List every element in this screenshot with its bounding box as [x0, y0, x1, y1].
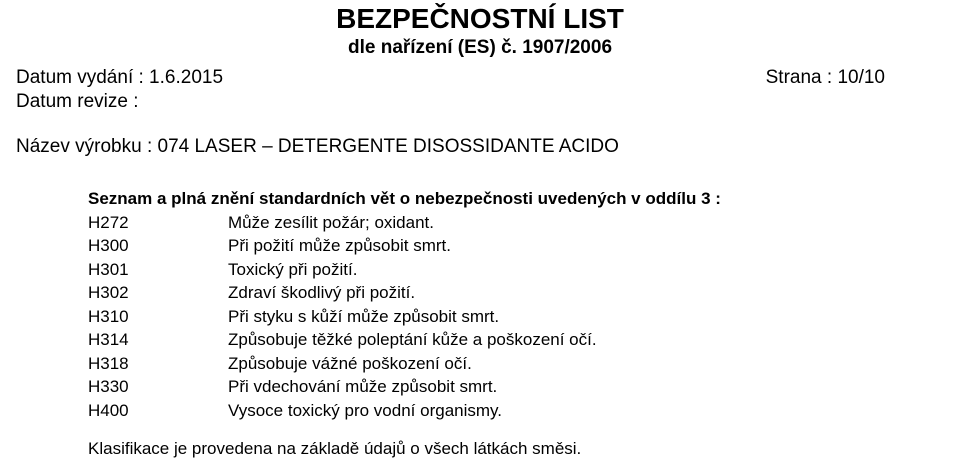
- hazard-text: Vysoce toxický pro vodní organismy.: [228, 400, 503, 420]
- section-heading: Seznam a plná znění standardních vět o nebezpečnosti uvedených v oddílu 3 :: [88, 189, 721, 208]
- hazard-statement-row: [88, 234, 721, 258]
- hazard-statements-section: [88, 187, 721, 461]
- hazard-code: H400: [88, 400, 129, 420]
- regulation-subtitle: dle nařízení (ES) č. 1907/2006: [347, 37, 613, 58]
- hazard-text: Při požití může způsobit smrt.: [228, 236, 451, 255]
- hazard-text: Toxický při požití.: [228, 259, 358, 279]
- hazard-code: H310: [88, 306, 129, 326]
- hazard-code: H272: [88, 212, 129, 232]
- issue-date: Datum vydání : 1.6.2015: [16, 67, 224, 88]
- hazard-code: H330: [88, 377, 129, 396]
- hazard-statement-row: [88, 258, 721, 282]
- hazard-statement-row: [88, 399, 721, 423]
- hazard-text: Způsobuje těžké poleptání kůže a poškození očí.: [228, 330, 597, 349]
- hazard-code: H302: [88, 283, 129, 302]
- hazard-statement-row: [88, 281, 721, 305]
- hazard-statement-row: [88, 352, 721, 376]
- hazard-text: Způsobuje vážné poškození očí.: [228, 353, 472, 373]
- hazard-statement-row: [88, 305, 721, 329]
- document-title: BEZPEČNOSTNÍ LIST: [336, 3, 624, 34]
- page-number: Strana : 10/10: [765, 67, 885, 88]
- hazard-code: H318: [88, 353, 129, 373]
- hazard-text: Zdraví škodlivý při požití.: [228, 283, 416, 302]
- hazard-statement-row: [88, 328, 721, 352]
- hazard-code: H300: [88, 236, 129, 255]
- hazard-statement-row: [88, 211, 721, 235]
- hazard-text: Při styku s kůží může způsobit smrt.: [228, 306, 500, 326]
- revision-date: Datum revize :: [16, 91, 139, 112]
- product-name: Název výrobku : 074 LASER – DETERGENTE DISOSSIDANTE ACIDO: [16, 136, 619, 157]
- hazard-code: H301: [88, 259, 129, 279]
- hazard-text: Může zesílit požár; oxidant.: [228, 212, 434, 232]
- classification-note: Klasifikace je provedena na základě údajů o všech látkách směsi.: [88, 439, 582, 458]
- hazard-text: Při vdechování může způsobit smrt.: [228, 377, 498, 396]
- hazard-statement-row: [88, 375, 721, 399]
- hazard-code: H314: [88, 330, 129, 349]
